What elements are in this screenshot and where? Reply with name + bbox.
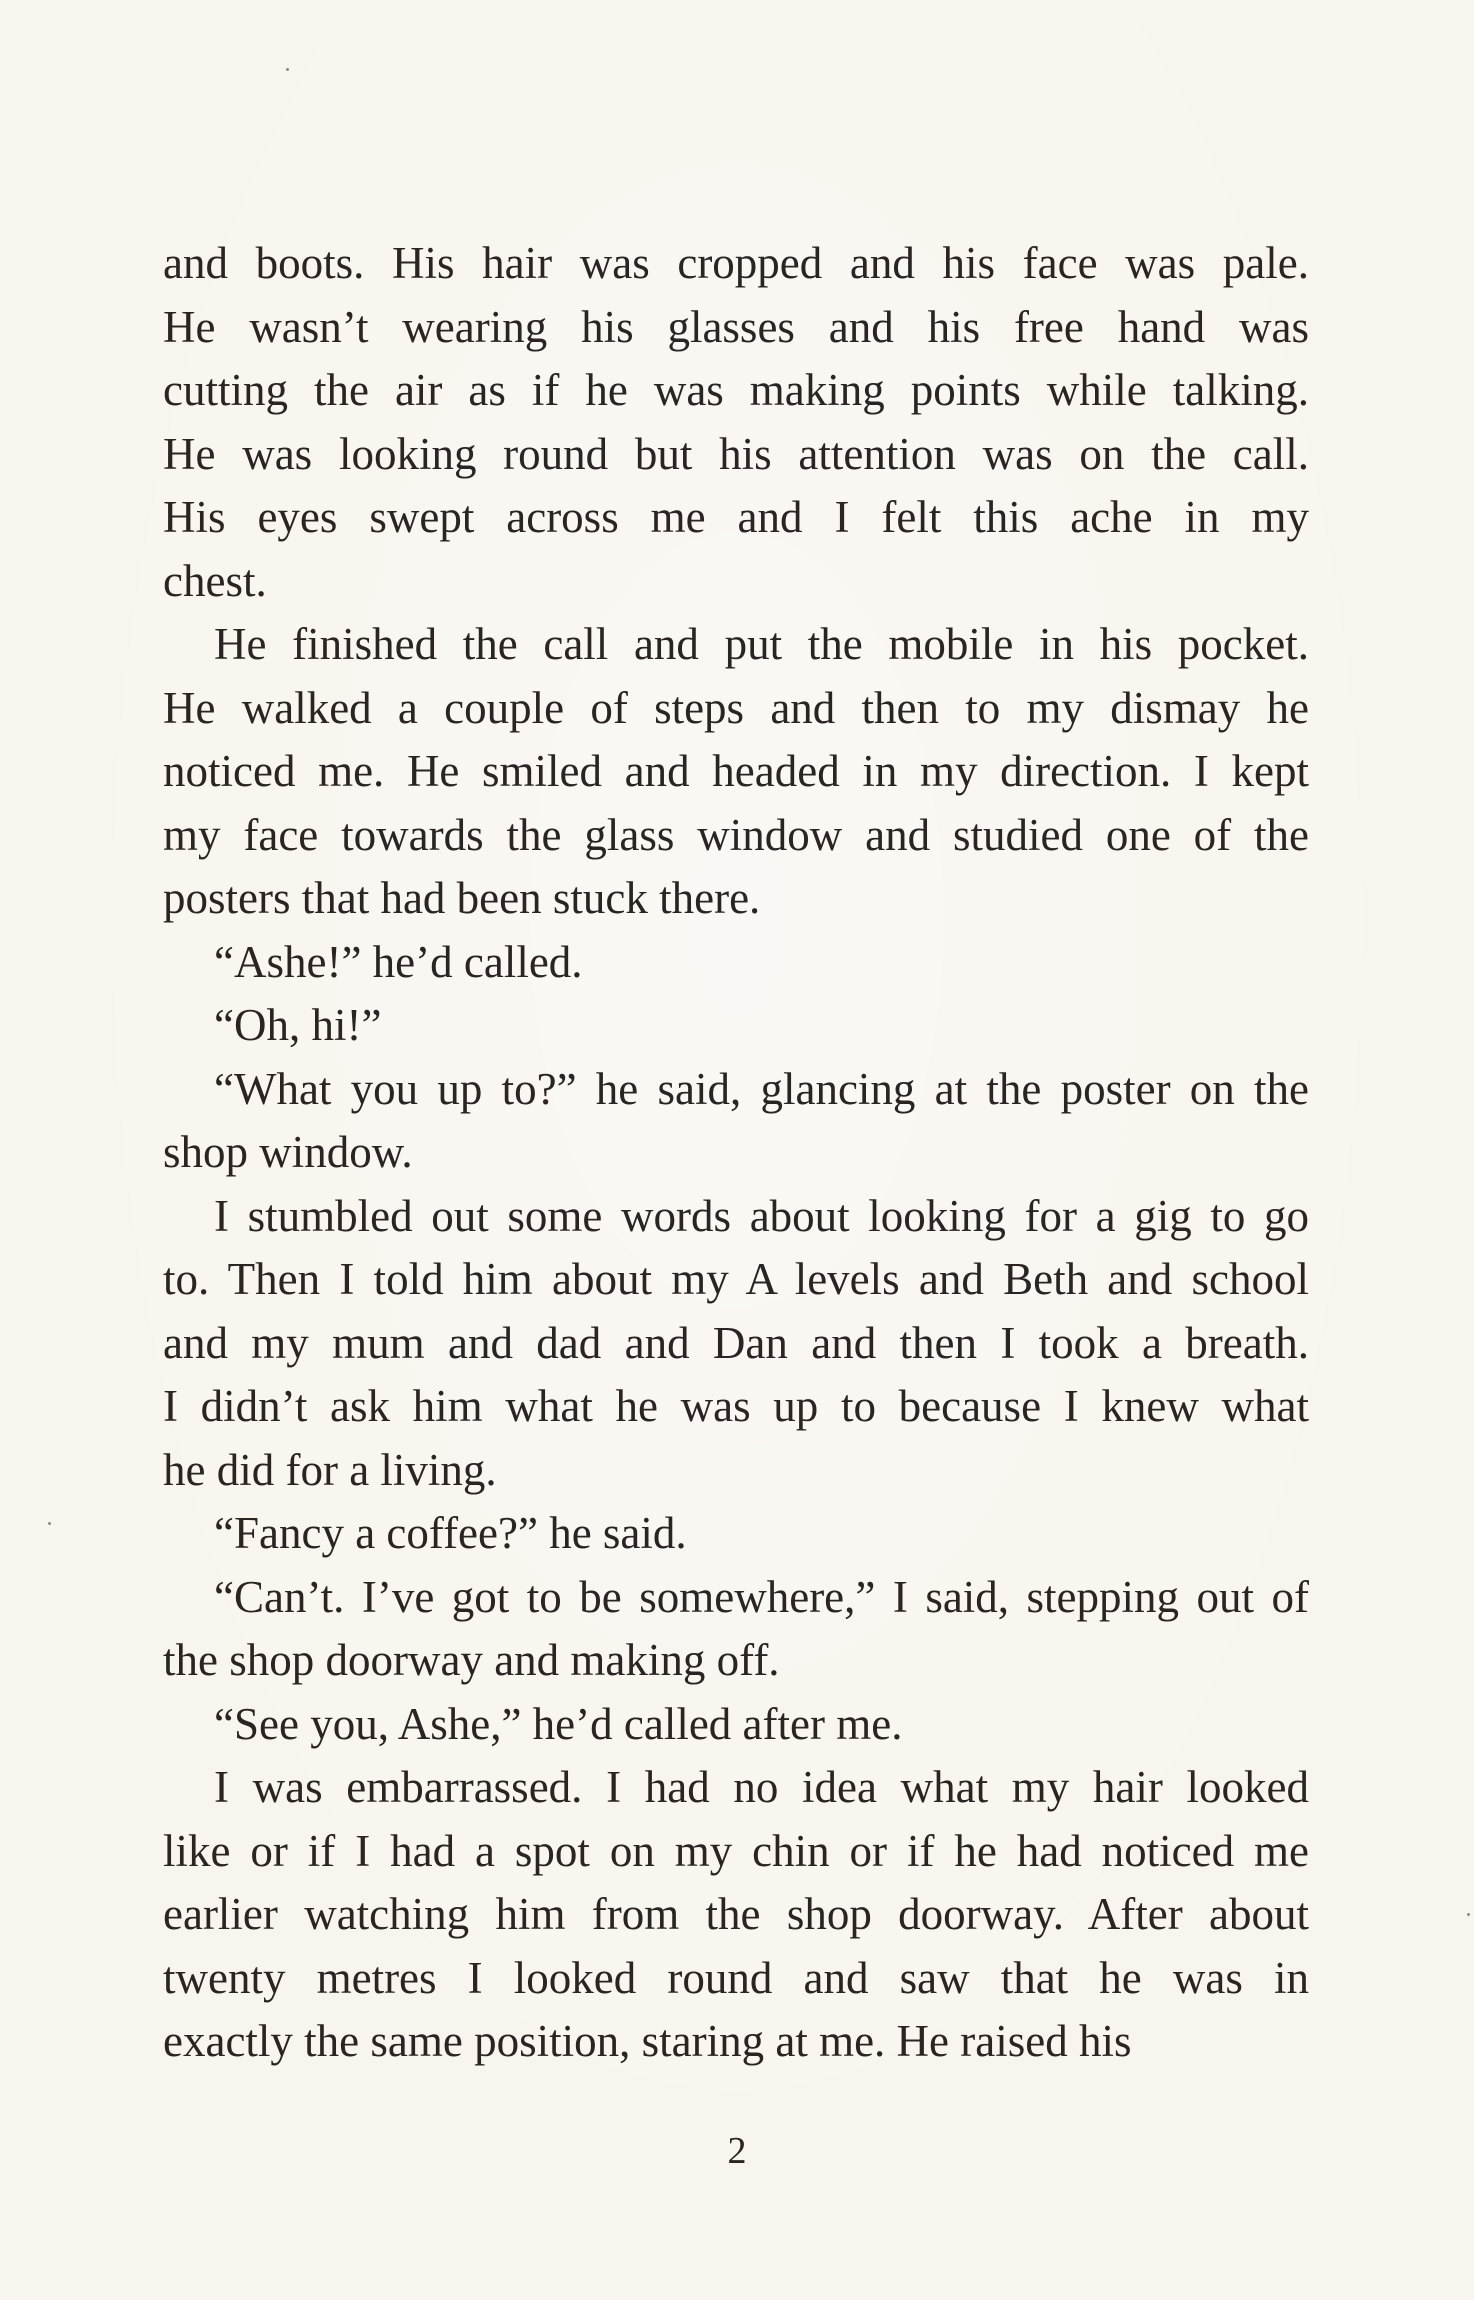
text-line: His eyes swept across me and I felt this ache in my [163, 492, 1309, 542]
text-line: posters that had been stuck there. [163, 873, 761, 923]
text-line: shop window. [163, 1127, 413, 1177]
text-line: “What you up to?” he said, glancing at the poster on the [214, 1063, 1309, 1114]
text-line: the shop doorway and making off. [163, 1635, 780, 1685]
text-line: He walked a couple of steps and then to my dismay he [163, 682, 1309, 733]
text-line: and my mum and dad and Dan and then I took a breath. [163, 1317, 1309, 1368]
text-line: He finished the call and put the mobile in his pocket. [214, 619, 1309, 669]
text-line: to. Then I told him about my A levels and Beth and school [163, 1254, 1309, 1304]
text-line: earlier watching him from the shop doorway. After about [163, 1889, 1309, 1939]
paragraph [163, 1058, 1309, 1185]
paragraph [163, 1185, 1309, 1503]
text-line: “Fancy a coffee?” he said. [214, 1508, 687, 1558]
paper-speck [1467, 1913, 1470, 1916]
paragraph [163, 994, 1309, 1058]
text-line: I didn’t ask him what he was up to because I knew what [163, 1381, 1309, 1431]
text-line: he did for a living. [163, 1444, 497, 1495]
text-line: He was looking round but his attention was on the call. [163, 428, 1309, 479]
paragraph [163, 1566, 1309, 1693]
text-line: “Ashe!” he’d called. [214, 936, 583, 987]
paragraph [163, 232, 1309, 613]
body-text [163, 232, 1309, 2074]
text-line: my face towards the glass window and studied one of the [163, 809, 1309, 860]
paragraph [163, 613, 1309, 931]
page-number: 2 [727, 2130, 747, 2172]
paragraph [163, 1756, 1309, 2074]
text-line: twenty metres I looked round and saw that he was in [163, 1952, 1309, 2003]
paragraph [163, 1693, 1309, 1757]
text-line: exactly the same position, staring at me. He raised his [163, 2016, 1132, 2066]
text-line: cutting the air as if he was making points while talking. [163, 365, 1309, 415]
paragraph [163, 1502, 1309, 1566]
text-line: He wasn’t wearing his glasses and his free hand was [163, 301, 1309, 352]
text-line: I was embarrassed. I had no idea what my hair looked [214, 1762, 1309, 1812]
paper-speck [48, 1522, 51, 1525]
text-line: “Can’t. I’ve got to be somewhere,” I said, stepping out of [214, 1571, 1309, 1622]
text-line: noticed me. He smiled and headed in my direction. I kept [163, 746, 1309, 796]
text-line: “Oh, hi!” [214, 1000, 382, 1050]
text-line: chest. [163, 555, 267, 606]
text-line: and boots. His hair was cropped and his face was pale. [163, 238, 1309, 288]
text-line: I stumbled out some words about looking for a gig to go [214, 1190, 1309, 1241]
paper-speck [286, 68, 289, 71]
text-line: “See you, Ashe,” he’d called after me. [214, 1698, 903, 1749]
text-line: like or if I had a spot on my chin or if he had noticed me [163, 1825, 1309, 1876]
paragraph [163, 931, 1309, 995]
